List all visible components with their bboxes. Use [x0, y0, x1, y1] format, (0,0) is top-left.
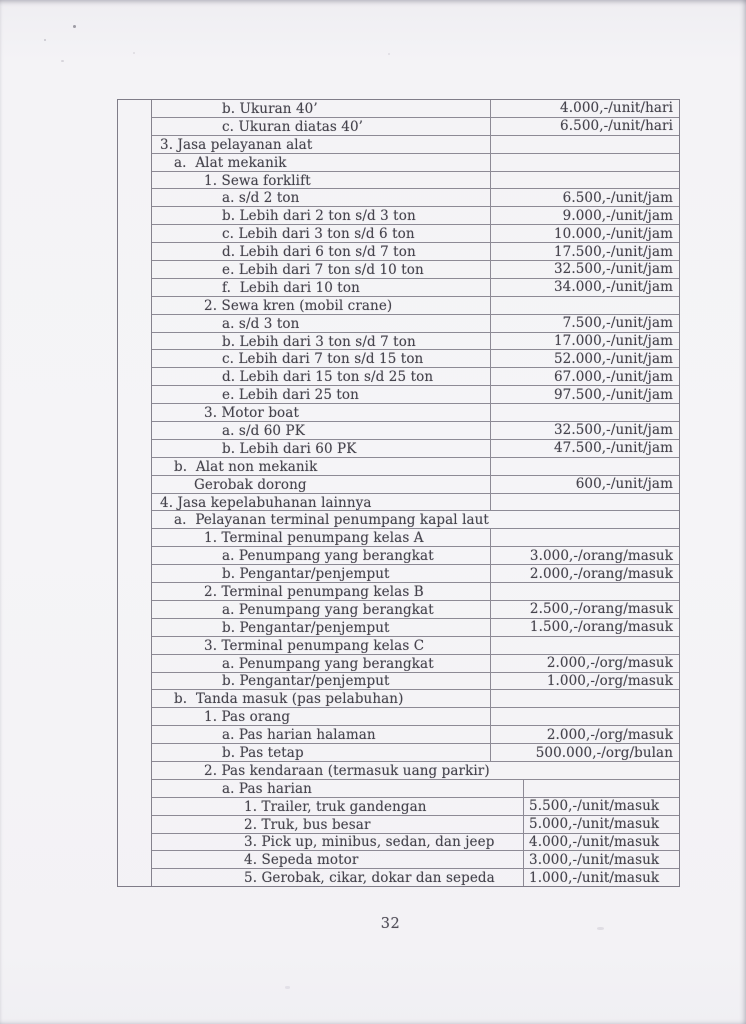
row-value: 3.000,-/unit/masuk	[523, 851, 679, 868]
table-row	[152, 368, 679, 386]
table-row	[152, 440, 679, 458]
table-row	[152, 297, 679, 315]
row-value: 4.000,-/unit/masuk	[523, 834, 679, 851]
row-label: 1. Trailer, truk gandengan	[244, 798, 427, 815]
row-value	[490, 404, 679, 421]
row-label: 5. Gerobak, cikar, dokar dan sepeda	[244, 870, 495, 887]
row-label: 3. Pick up, minibus, sedan, dan jeep	[244, 834, 495, 851]
row-label: 2. Pas kendaraan (termasuk uang parkir)	[204, 762, 490, 779]
scan-speck	[285, 986, 290, 989]
row-value	[523, 780, 679, 797]
table-row	[152, 225, 679, 243]
row-label: a. Pas harian	[222, 780, 312, 797]
row-value: 5.500,-/unit/masuk	[523, 798, 679, 815]
row-label: a. Penumpang yang berangkat	[222, 655, 434, 672]
row-label: b. Pengantar/penjemput	[222, 673, 390, 690]
row-label: e. Lebih dari 25 ton	[222, 387, 359, 404]
table-row	[152, 780, 679, 798]
table-row	[152, 100, 679, 118]
row-value	[490, 458, 679, 475]
table-row	[152, 690, 679, 708]
table-row	[152, 726, 679, 744]
table-row	[152, 529, 679, 547]
row-label: d. Lebih dari 6 ton s/d 7 ton	[222, 244, 416, 261]
scan-speck	[597, 927, 604, 930]
row-label: d. Lebih dari 15 ton s/d 25 ton	[222, 369, 434, 386]
row-label: c. Ukuran diatas 40’	[222, 118, 364, 135]
row-value: 6.500,-/unit/hari	[490, 118, 679, 135]
row-value: 1.000,-/unit/masuk	[523, 869, 679, 886]
row-value: 3.000,-/orang/masuk	[490, 547, 679, 564]
table-row	[152, 136, 679, 154]
row-value: 5.000,-/unit/masuk	[523, 816, 679, 833]
row-label: 4. Sepeda motor	[244, 852, 359, 869]
row-value	[490, 529, 679, 546]
table-row	[152, 655, 679, 673]
row-label: Gerobak dorong	[194, 476, 307, 493]
row-value: 2.500,-/orang/masuk	[490, 601, 679, 618]
scan-speck	[44, 39, 46, 41]
table-row	[152, 583, 679, 601]
table-row	[152, 279, 679, 297]
row-label: f. Lebih dari 10 ton	[222, 279, 360, 296]
row-label: e. Lebih dari 7 ton s/d 10 ton	[222, 261, 424, 278]
row-value: 2.000,-/orang/masuk	[490, 565, 679, 582]
table-row	[152, 637, 679, 655]
row-value	[490, 637, 679, 654]
tariff-table	[117, 99, 680, 887]
row-value	[490, 154, 679, 171]
row-value: 32.500,-/unit/jam	[490, 422, 679, 439]
table-row	[152, 619, 679, 637]
row-value: 600,-/unit/jam	[490, 476, 679, 493]
scan-speck	[61, 60, 64, 62]
row-label: 3. Terminal penumpang kelas C	[204, 637, 425, 654]
row-value: 7.500,-/unit/jam	[490, 315, 679, 332]
table-row	[152, 261, 679, 279]
row-label: 3. Jasa pelayanan alat	[160, 136, 313, 153]
table-row	[152, 494, 679, 512]
row-label: b. Lebih dari 3 ton s/d 7 ton	[222, 333, 416, 350]
row-value: 97.500,-/unit/jam	[490, 386, 679, 403]
row-value: 1.000,-/org/masuk	[490, 673, 679, 690]
table-row	[152, 404, 679, 422]
row-label: b. Lebih dari 2 ton s/d 3 ton	[222, 208, 416, 225]
row-value: 34.000,-/unit/jam	[490, 279, 679, 296]
page-number: 32	[380, 916, 401, 932]
row-label: b. Tanda masuk (pas pelabuhan)	[174, 691, 404, 708]
table-row	[152, 189, 679, 207]
table-row	[152, 333, 679, 351]
row-label: 1. Terminal penumpang kelas A	[204, 530, 424, 547]
row-label: a. Pas harian halaman	[222, 727, 376, 744]
row-value: 2.000,-/org/masuk	[490, 726, 679, 743]
row-value: 1.500,-/orang/masuk	[490, 619, 679, 636]
row-label: 1. Sewa forklift	[204, 172, 311, 189]
table-row	[152, 511, 679, 529]
row-label: a. s/d 60 PK	[222, 422, 305, 439]
table-row	[152, 798, 679, 816]
table-row	[152, 458, 679, 476]
row-label: a. Penumpang yang berangkat	[222, 548, 434, 565]
row-value: 2.000,-/org/masuk	[490, 655, 679, 672]
row-label: 4. Jasa kepelabuhanan lainnya	[160, 494, 372, 511]
row-label: a. Pelayanan terminal penumpang kapal laut	[174, 512, 489, 529]
table-row	[152, 315, 679, 333]
row-label: 2. Sewa kren (mobil crane)	[204, 297, 393, 314]
table-gutter-column	[118, 100, 152, 886]
table-row	[152, 207, 679, 225]
table-row	[152, 422, 679, 440]
table-row	[152, 118, 679, 136]
row-value: 4.000,-/unit/hari	[490, 100, 679, 117]
row-value	[490, 583, 679, 600]
row-label: a. s/d 2 ton	[222, 190, 300, 207]
row-label: a. Penumpang yang berangkat	[222, 601, 434, 618]
table-row	[152, 565, 679, 583]
scan-speck	[73, 25, 76, 28]
table-row	[152, 386, 679, 404]
row-label: 2. Truk, bus besar	[244, 816, 371, 833]
row-label: b. Lebih dari 60 PK	[222, 440, 357, 457]
row-label: 1. Pas orang	[204, 709, 291, 726]
row-value: 17.500,-/unit/jam	[490, 243, 679, 260]
table-row	[152, 547, 679, 565]
row-value: 6.500,-/unit/jam	[490, 189, 679, 206]
table-row	[152, 869, 679, 886]
table-row	[152, 834, 679, 852]
row-label: 2. Terminal penumpang kelas B	[204, 584, 424, 600]
table-row	[152, 350, 679, 368]
tariff-table-rows	[152, 100, 679, 886]
row-label: a. Alat mekanik	[174, 154, 287, 171]
table-row	[152, 243, 679, 261]
row-value: 10.000,-/unit/jam	[490, 225, 679, 242]
row-label: b. Alat non mekanik	[174, 458, 318, 475]
row-label: b. Pengantar/penjemput	[222, 566, 390, 583]
table-row	[152, 762, 679, 780]
row-label: a. s/d 3 ton	[222, 315, 300, 332]
table-row	[152, 476, 679, 494]
table-row	[152, 708, 679, 726]
row-value	[490, 136, 679, 153]
row-value	[490, 494, 679, 511]
row-value	[490, 690, 679, 707]
row-value: 500.000,-/org/bulan	[490, 744, 679, 761]
row-value: 67.000,-/unit/jam	[490, 368, 679, 385]
scan-speck	[133, 52, 135, 54]
row-value	[490, 297, 679, 314]
row-label: c. Lebih dari 7 ton s/d 15 ton	[222, 351, 424, 368]
row-value: 52.000,-/unit/jam	[490, 350, 679, 367]
table-row	[152, 673, 679, 691]
row-value	[490, 708, 679, 725]
row-label: b. Pengantar/penjemput	[222, 619, 390, 636]
table-row	[152, 851, 679, 869]
row-value	[490, 172, 679, 189]
row-label: b. Ukuran 40’	[222, 100, 318, 117]
table-row	[152, 816, 679, 834]
table-row	[152, 744, 679, 762]
table-row	[152, 154, 679, 172]
row-label: 3. Motor boat	[204, 405, 299, 422]
row-value: 9.000,-/unit/jam	[490, 207, 679, 224]
row-label: c. Lebih dari 3 ton s/d 6 ton	[222, 226, 415, 243]
table-row	[152, 172, 679, 190]
row-value: 32.500,-/unit/jam	[490, 261, 679, 278]
scan-speck	[388, 53, 390, 55]
row-value: 17.000,-/unit/jam	[490, 333, 679, 350]
row-value: 47.500,-/unit/jam	[490, 440, 679, 457]
row-label: b. Pas tetap	[222, 745, 304, 762]
table-row	[152, 601, 679, 619]
